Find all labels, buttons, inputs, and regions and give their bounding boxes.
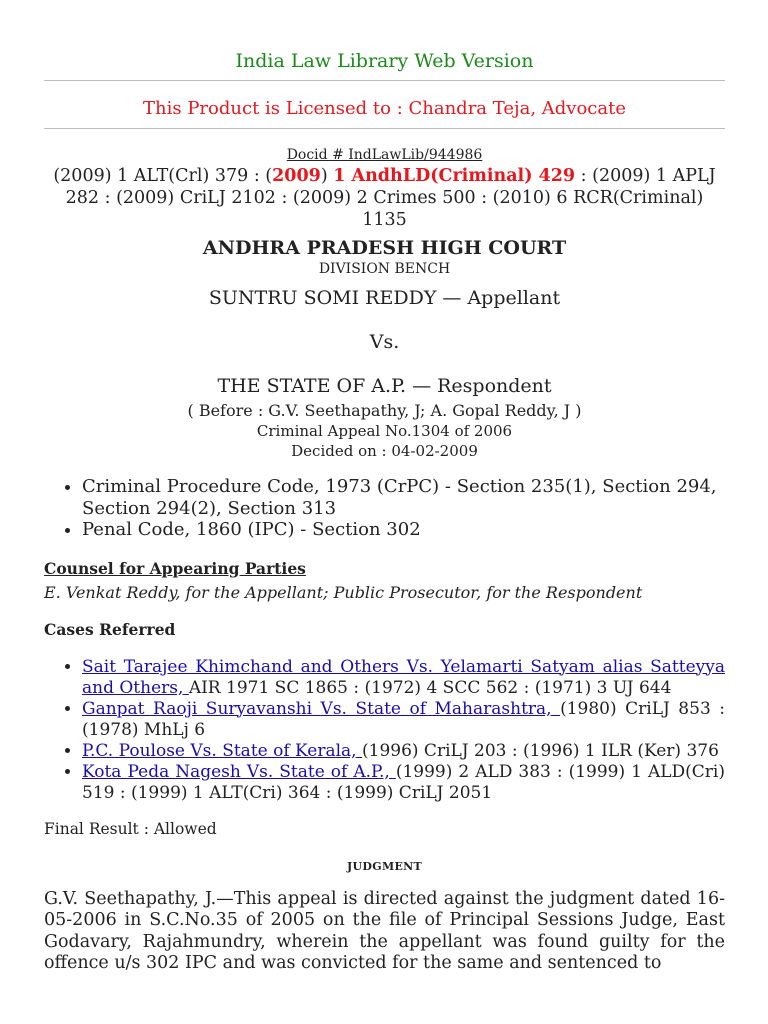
divider <box>44 80 725 81</box>
list-item: • Criminal Procedure Code, 1973 (CrPC) - Section 235(1), Section 294, Section 294(2), Section 313 <box>82 476 725 519</box>
case-citation: (1980) CriLJ 853 : (1978) MhLj 6 <box>82 698 725 740</box>
cases-heading: Cases Referred <box>44 619 176 639</box>
list-item: • Penal Code, 1860 (IPC) - Section 302 <box>82 519 725 541</box>
appeal-number: Criminal Appeal No.1304 of 2006 <box>256 422 513 440</box>
divider <box>44 128 725 129</box>
judgment-paragraph: G.V. Seethapathy, J.—This appeal is directed against the judgment dated 16-05-2006 in S.C.No.35 of 2005 on the file of Principal Sessions Judge, East Godavary, Rajahmundry, wherein the appellant was found guilty for the offence u/s 302 IPC and was convicted for the same and sentenced to <box>44 888 725 973</box>
list-item <box>82 657 725 699</box>
site-title: India Law Library Web Version <box>235 50 534 72</box>
judges: ( Before : G.V. Seethapathy, J; A. Gopal Reddy, J ) <box>187 401 582 420</box>
case-citation: (1999) 2 ALD 383 : (1999) 1 ALD(Cri) 519 : (1999) 1 ALT(Cri) 364 : (1999) CriLJ 2051 <box>82 761 725 803</box>
decided-date: Decided on : 04-02-2009 <box>291 442 478 460</box>
list-item <box>82 762 725 804</box>
doc-id: Docid # IndLawLib/944986 <box>286 147 483 163</box>
list-item <box>82 699 725 741</box>
cases-list <box>44 657 725 804</box>
citation-part: ) <box>320 166 334 186</box>
case-link[interactable]: Kota Peda Nagesh Vs. State of A.P., <box>82 761 396 782</box>
document-page <box>44 0 725 975</box>
acts-list <box>44 476 725 541</box>
versus: Vs. <box>369 331 400 353</box>
license-notice: This Product is Licensed to : Chandra Teja, Advocate <box>143 98 626 119</box>
counsel-text: E. Venkat Reddy, for the Appellant; Public Prosecutor, for the Respondent <box>44 582 643 602</box>
case-citation: (1996) CriLJ 203 : (1996) 1 ILR (Ker) 376 <box>362 740 719 761</box>
case-link[interactable]: Ganpat Raoji Suryavanshi Vs. State of Maharashtra, <box>82 698 561 719</box>
citation-highlight: 2009 <box>272 166 321 186</box>
respondent: THE STATE OF A.P. — Respondent <box>217 375 552 397</box>
citation-part: (2009) 1 ALT(Crl) 379 : ( <box>53 166 273 186</box>
list-item <box>82 741 725 762</box>
counsel-heading: Counsel for Appearing Parties <box>44 558 306 578</box>
court-name: ANDHRA PRADESH HIGH COURT <box>202 237 567 259</box>
citation-part: : (2009) 1 APLJ 282 : (2009) CriLJ 2102 : (2009) 2 Crimes 500 : (2010) 6 RCR(Criminal) 1135 <box>65 166 716 230</box>
case-link[interactable]: P.C. Poulose Vs. State of Kerala, <box>82 740 362 761</box>
case-link[interactable]: Sait Tarajee Khimchand and Others Vs. Yelamarti Satyam alias Satteyya and Others, <box>82 656 725 698</box>
citation <box>44 165 725 231</box>
appellant: SUNTRU SOMI REDDY — Appellant <box>208 287 561 309</box>
judgment-heading: JUDGMENT <box>347 859 422 873</box>
bench: DIVISION BENCH <box>318 261 451 277</box>
citation-highlight: 1 AndhLD(Criminal) 429 <box>333 166 576 186</box>
case-citation: AIR 1971 SC 1865 : (1972) 4 SCC 562 : (1971) 3 UJ 644 <box>188 677 672 698</box>
final-result: Final Result : Allowed <box>44 819 217 838</box>
